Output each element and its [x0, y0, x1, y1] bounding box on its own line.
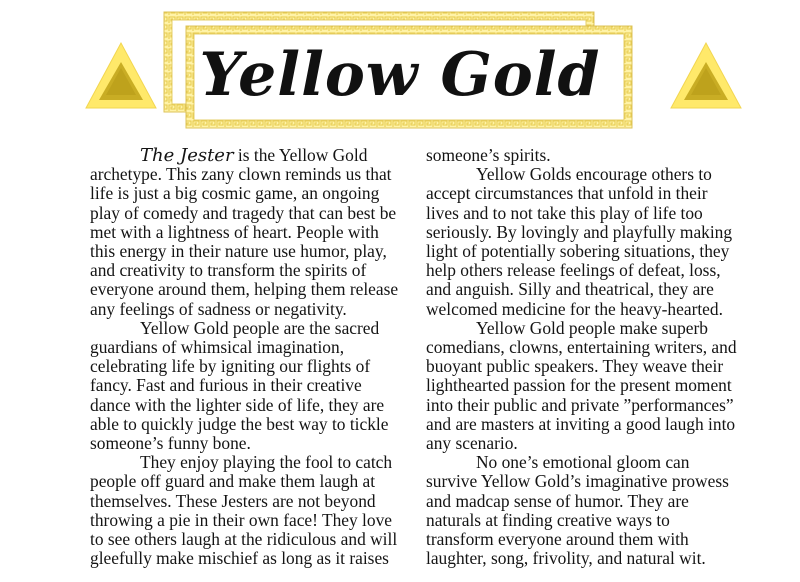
page-title: Yellow Gold	[199, 40, 601, 110]
paragraph-encourage-others: Yellow Golds encourage others to accept circumstances that unfold in their lives and to not take this play of life too seriously. By lovingly and playfully making light of potentially sobering situations, they help others release feelings of defeat, loss, and anguish. Silly and theatrical, they are welcomed medicine for the heavy-hearted.	[426, 164, 733, 319]
paragraph-guardians: Yellow Gold people are the sacred guardians of whimsical imagination, celebrating life by igniting our flights of fancy. Fast and furious in their creative dance with the lighter side of life, they are able to quickly judge the best way to tickle someone’s funny bone.	[90, 317, 389, 454]
paragraph-emotional-gloom: No one’s emotional gloom can survive Yellow Gold’s imaginative prowess and madcap sense of humor. They are naturals at finding creative ways to transform everyone around them with laughter, song, frivolity, and natural wit.	[426, 452, 729, 569]
paragraph-playing-fool-continued: someone’s spirits.	[426, 145, 551, 165]
left-triangle-ornament-icon	[86, 43, 156, 108]
right-triangle-ornament-icon	[671, 43, 741, 108]
jester-lead-text: The Jester	[140, 145, 234, 166]
right-column	[426, 146, 738, 568]
left-column	[90, 146, 406, 568]
paragraph-comedians: Yellow Gold people make superb comedians, clowns, entertaining writers, and buoyant public speakers. They weave their lighthearted passion for the present moment into their public and private ”performances” and are masters at inviting a good laugh into any scenario.	[426, 317, 737, 454]
paragraph-jester-intro	[90, 146, 406, 319]
paragraph-playing-fool: They enjoy playing the fool to catch people off guard and make them laugh at themselves. These Jesters are not beyond throwing a pie in their own face! They love to see others laugh at the ridiculous and will gleefully make mischief as long as it raises	[90, 452, 398, 569]
jester-intro-text: is the Yellow Gold archetype. This zany clown reminds us that life is just a big cosmic game, an ongoing play of comedy and tragedy that can best be met with a lightness of heart. People with this energy in their nature use humor, play, and creativity to transform the spirits of everyone around them, helping them release any feelings of sadness or negativity.	[90, 145, 399, 319]
